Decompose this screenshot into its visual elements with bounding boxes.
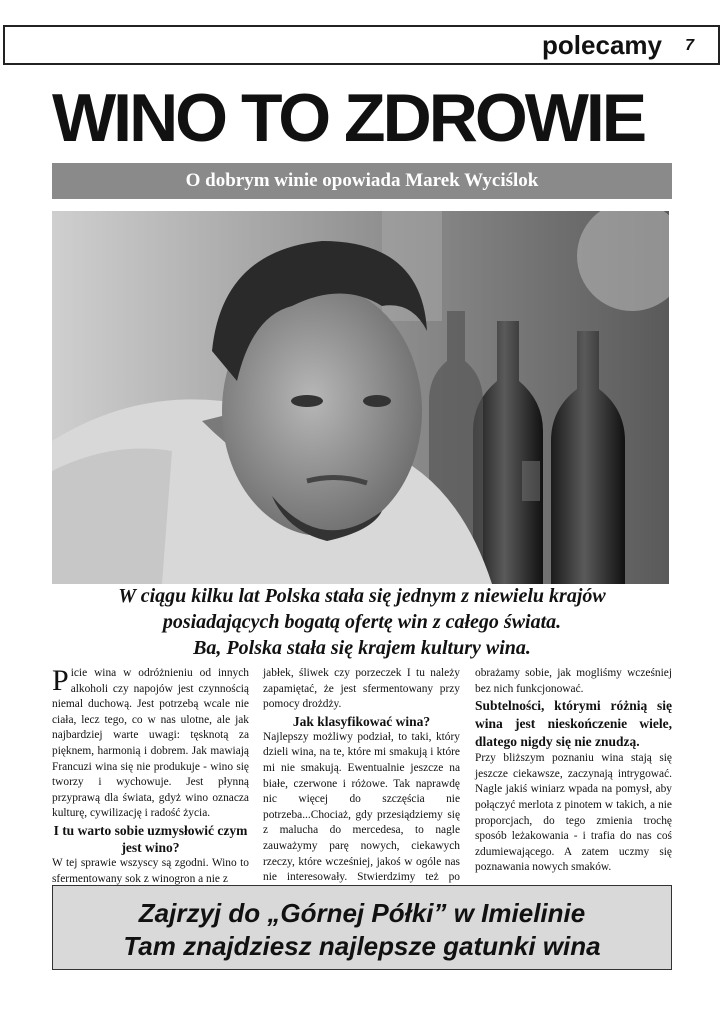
- subheadline-bar: [52, 163, 672, 199]
- article-column-3: [475, 666, 672, 876]
- header-bar: [3, 25, 720, 65]
- promo-line: Zajrzyj do „Górnej Półki” w Imielinie: [138, 898, 586, 928]
- photo-illustration: [52, 211, 669, 584]
- lead-line: Ba, Polska stała się krajem kultury wina.: [193, 637, 531, 659]
- promo-line: Tam znajdziesz najlepsze gatunki wina: [123, 931, 601, 961]
- subheading: Subtelności, którymi różnią się wina jest nieskończenie wiele, dlatego nigdy się nie znudzą.: [475, 698, 672, 750]
- lead-line: posiadających bogatą ofertę win z całego świata.: [162, 611, 562, 633]
- paragraph: obrażamy sobie, jak mogliśmy wcześniej bez nich funkcjonować.: [475, 667, 672, 695]
- subheading: I tu warto sobie uzmysłowić czym jest wino?: [53, 822, 248, 855]
- subheadline: O dobrym winie opowiada Marek Wyciślok: [185, 170, 539, 191]
- paragraph: jabłek, śliwek czy porzeczek I tu należy zapamiętać, że jest sfermentowany przy pomocy drożdży.: [263, 667, 460, 711]
- subheading: Jak klasyfikować wina?: [292, 713, 431, 729]
- headline: WINO TO ZDROWIE: [52, 80, 645, 156]
- page-number: 7: [685, 37, 694, 54]
- paragraph: Przy bliższym poznaniu wina stają się jeszcze ciekawsze, zaczynają intrygować. Nagle jakiś winiarz wpada na pomysł, aby połączyć merlota z pinotem w takich, a nie proporcjach, do tego zmienia trochę sposób leżakowania - i trafia do nas coś zdumiewającego. A zatem uczmy się poznawania nowych smaków.: [475, 752, 672, 874]
- article-column-1: [52, 666, 249, 887]
- paragraph: Najlepszy możliwy podział, to taki, który dzieli wina, na te, które mi smakują i które mi nie smakują. Ewentualnie jeszcze na białe, czerwone i różowe. Tak naprawdę nic więcej do szczęścia nie potrzeba...Chociaż, gdy przesiądziemy się z malucha do mercedesa, to nagle zauważymy parę nowych, ciekawych rzeczy, które wcześniej, jakoś w ogóle nas nie interesowały. Stwierdzimy też po: [263, 730, 460, 884]
- lead-paragraph: [52, 583, 672, 661]
- promo-box: [52, 885, 672, 970]
- article-column-2: [263, 666, 460, 901]
- portrait-photo: [52, 211, 669, 584]
- section-label: polecamy: [542, 30, 662, 60]
- lead-line: W ciągu kilku lat Polska stała się jednym z niewielu krajów: [118, 585, 606, 607]
- paragraph: icie wina w odróżnieniu od innych alkoholi czy napojów jest czynnością niemal duchową. Jest potrzebą wcale nie ciała, lecz tego, co w nas ulotne, ale jak najbardziej warte uwagi: tęsknotą za pięknem, harmonią i dobrem. Jak mawiają Francuzi wina się nie produkuje - wino się tworzy i wychowuje. Jest płynną przyprawą dla świata, gdyż wino oznacza kulturę, cywilizację i radość życia.: [52, 667, 249, 820]
- drop-cap: P: [52, 664, 69, 697]
- paragraph: W tej sprawie wszyscy są zgodni. Wino to sfermentowany sok z winogron a nie z: [52, 856, 249, 885]
